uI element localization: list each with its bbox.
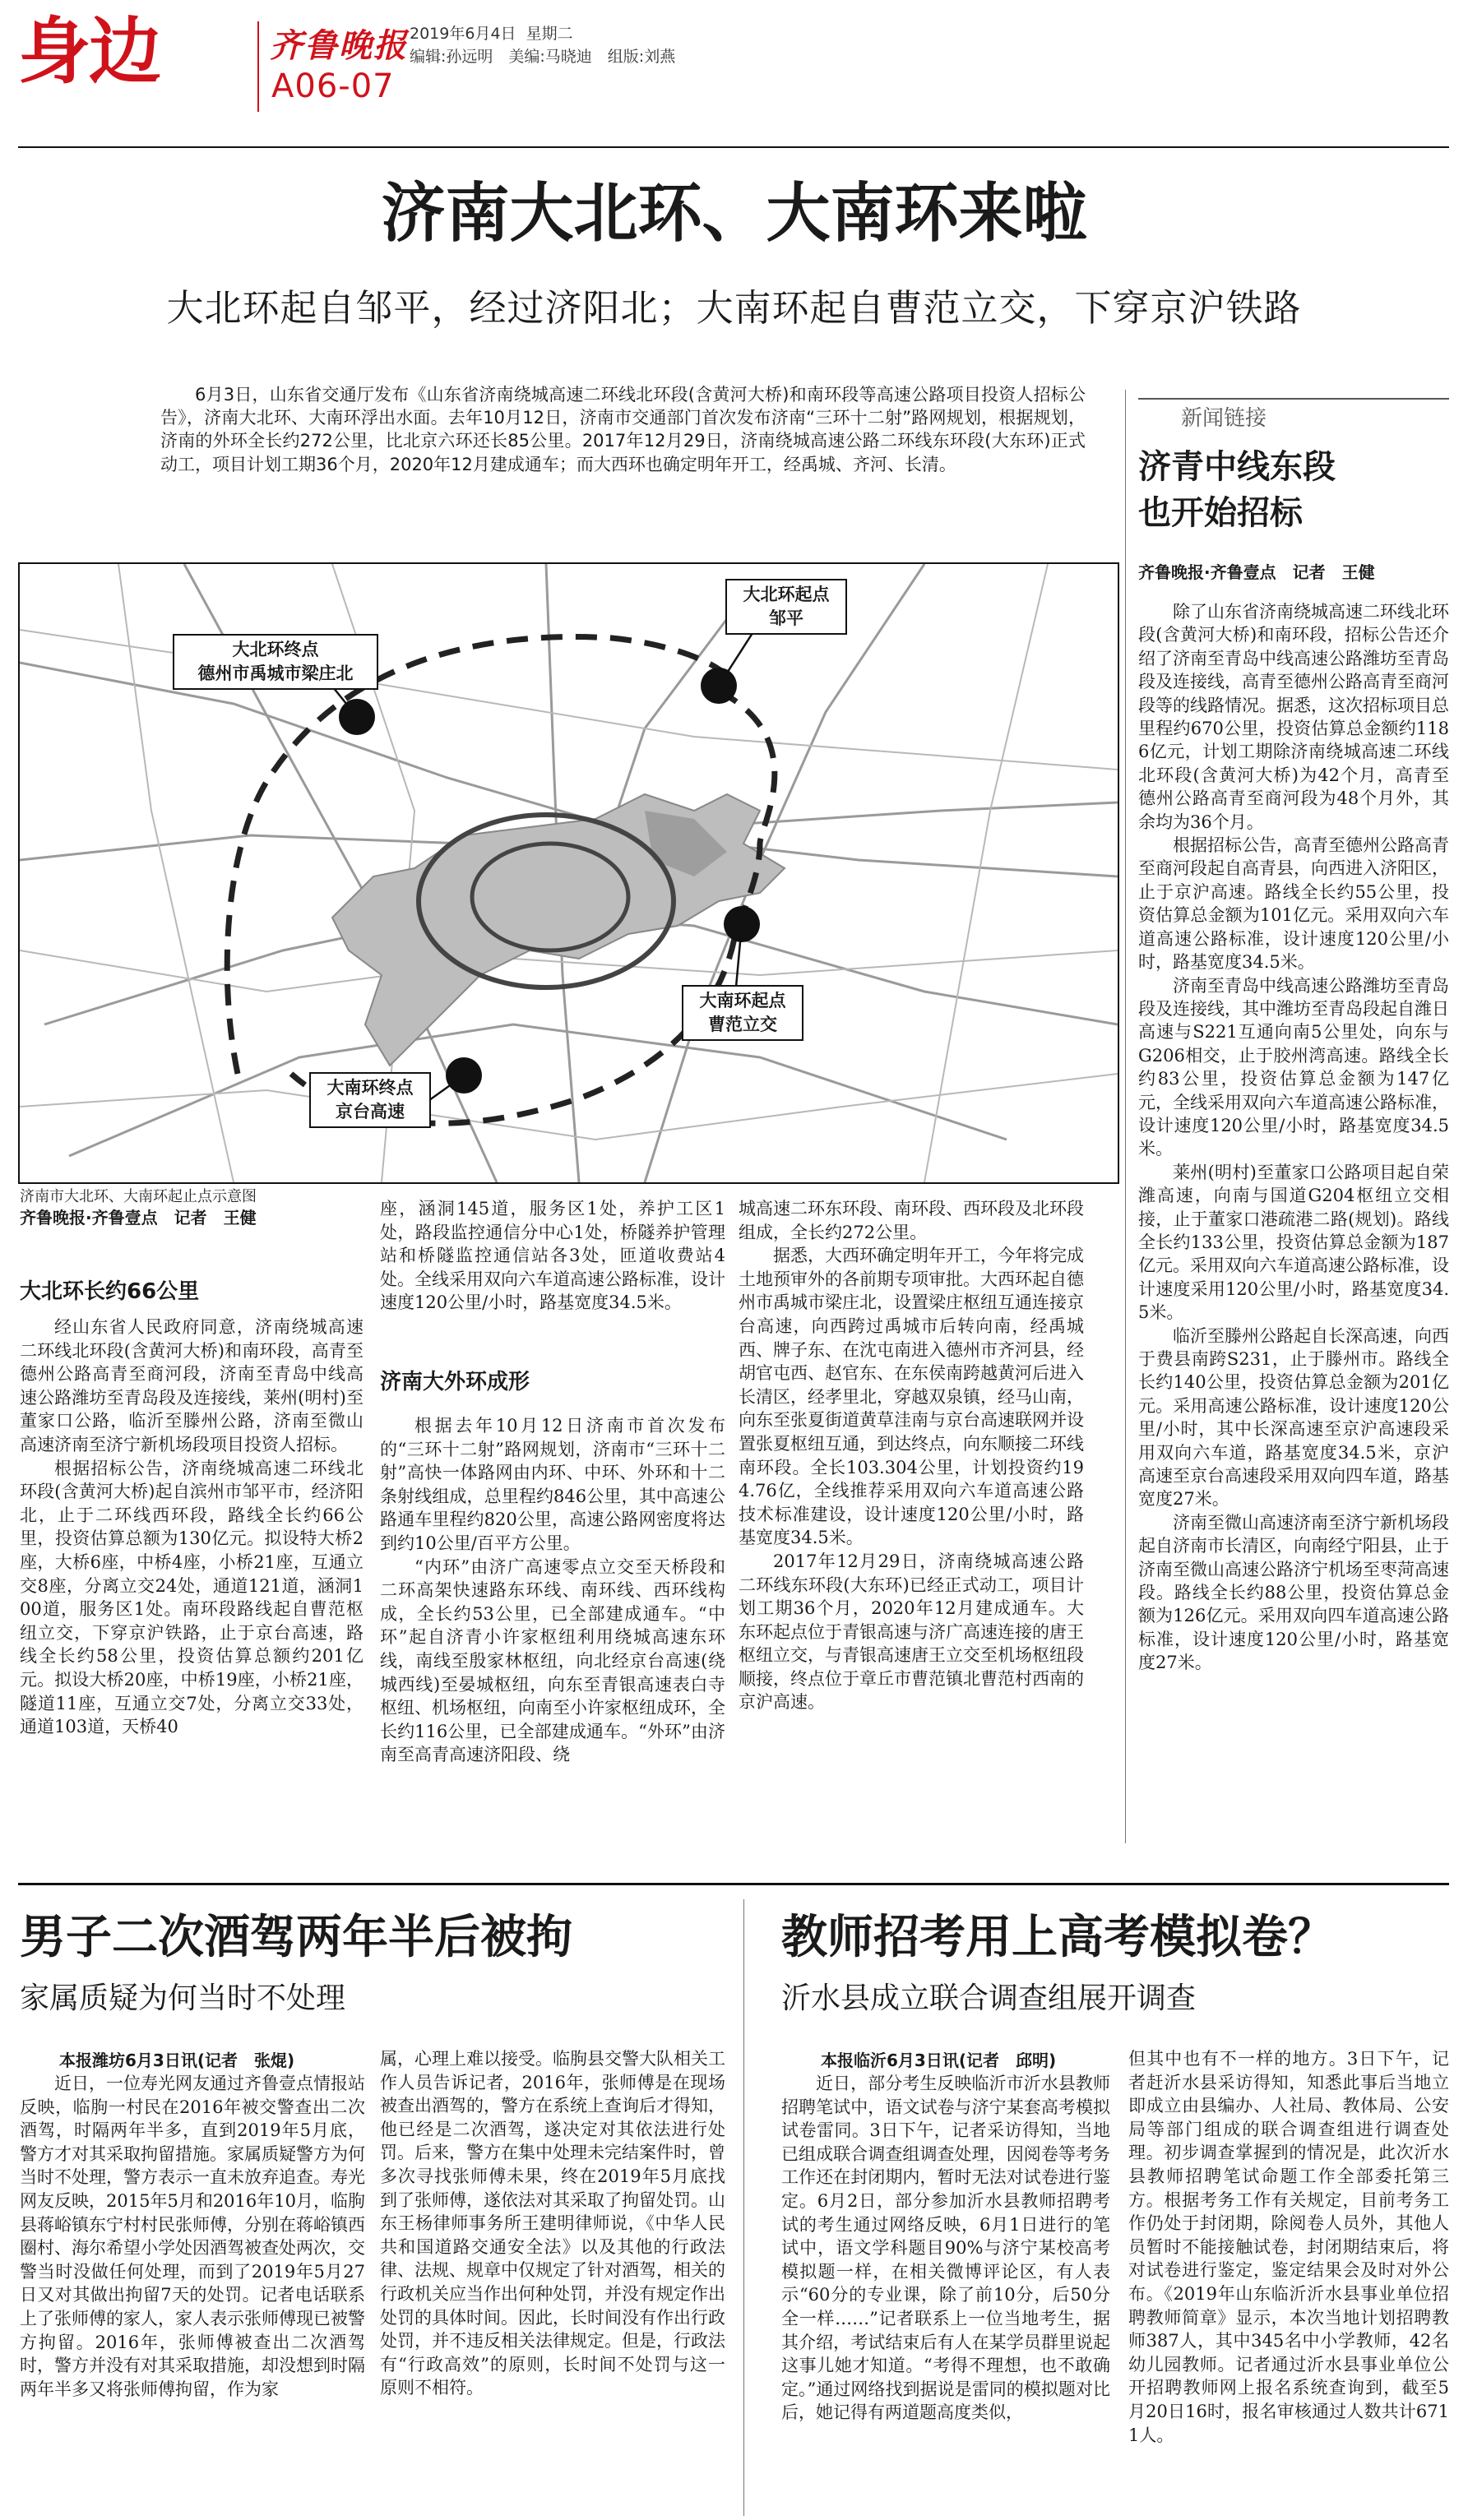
sidebar-headline <box>1138 444 1336 536</box>
story3-dateline: 本报临沂6月3日讯(记者 邱明) <box>821 2051 1057 2070</box>
story2-col2: 属，心理上难以接受。临朐县交警大队相关工作人员告诉记者，2016年，张师傅是在现场被查出酒驾的，警方在系统上查询后才得知，他已经是二次酒驾，遂决定对其依法进行处罚。后来，警方在集中处理未完结案件时，曾多次寻找张师傅未果，终在2019年5月底找到了张师傅，遂依法对其采取了拘留处罚。山东王杨律师事务所王建明律师说，《中华人民共和国道路交通安全法》以及其他的行政法律、法规、规章中仅规定了针对酒驾，相关的行政机关应当作出何种处罚，并没有规定作出处罚的具体时间。因此，长时间没有作出行政处罚，并不违反相关法律规定。但是，行政法有“行政高效”的原则，长时间不处罚与这一原则不相符。 <box>380 2049 725 2398</box>
label-north-end-line2: 德州市禹城市梁庄北 <box>197 664 354 683</box>
header-date <box>410 21 573 44</box>
subhead-outer-ring: 济南大外环成形 <box>380 1370 530 1394</box>
story2-dateline: 本报潍坊6月3日讯(记者 张焜) <box>59 2051 295 2070</box>
label-north-end-line1: 大北环终点 <box>232 640 319 659</box>
label-south-start-line1: 大南环起点 <box>699 991 786 1010</box>
page-code: A06-07 <box>271 67 395 105</box>
main-col3-para2: 据悉，大西环确定明年开工，今年将完成土地预审外的各前期专项审批。大西环起自德州市禹城市梁庄北，设置梁庄枢纽互通连接京台高速，向西跨过禹城市后转向南，经禹城西、牌子东、在沈屯南进入德州市齐河县，经胡官屯西、赵官东、在东侯南跨越黄河后进入长清区，经孝里北，穿越双泉镇，经马山南，向东至张夏街道黄草洼南与京台高速联网并设置张夏枢纽互通，到达终点，向东顺接二环线南环段。全长103.304公里，计划投资约194.76亿，全线推荐采用双向六车道高速公路技术标准建设，设计速度120公里/小时，路基宽度34.5米。 <box>739 1246 1084 1548</box>
label-north-start-line2: 邹平 <box>769 608 803 628</box>
main-col2-para2: 根据去年10月12日济南市首次发布的“三环十二射”路网规划，济南市“三环十二射”高快一体路网由内环、中环、外环和十二条射线组成，总里程约846公里，其中高速公路通车里程约820公里，高速公路网密度将达到约10公里/百平方公里。 <box>380 1416 725 1553</box>
main-col-2b <box>380 1414 725 1842</box>
label-south-start <box>682 985 803 1041</box>
main-col2-para3: “内环”由济广高速零点立交至天桥段和二环高架快速路东环线、南环线、西环线构成，全长约53公里，已全部建成通车。“中环”起自济青小许家枢纽利用绕城高速东环线，南线至殷家林枢纽，向北经京台高速(绕城西线)至晏城枢纽，向东至青银高速表白寺枢纽、机场枢纽，向南至小许家枢纽成环，全长约116公里，已全部建成通车。“外环”由济南至高青高速济阳段、绕 <box>380 1556 725 1765</box>
sidebar-para4: 莱州(明村)至董家口公路项目起自荣潍高速，向南与国道G204枢纽立交相接，止于董家口港疏港二路(规划)。路线全长约133公里，投资估算总金额为187亿元。采用双向六车道高速公路标准，设计速度采用120公里/小时，路基宽度34.5米。 <box>1138 1162 1449 1323</box>
main-col-1 <box>20 1315 364 1833</box>
sidebar-para6: 济南至微山高速济南至济宁新机场段起自济南市长清区，向南经宁阳县，止于济南至微山高速公路济宁机场至枣菏高速段。路线全长约88公里，投资估算总金额为126亿元。采用双向四车道高速公路标准，设计速度120公里/小时，路基宽度27米。 <box>1138 1512 1449 1673</box>
bottom-center-divider <box>743 1899 744 2516</box>
main-col2-para1: 座，涵洞145道，服务区1处，养护工区1处，路段监控通信分中心1处，桥隧养护管理站和桥隧监控通信站各3处，匝道收费站4处。全线采用双向六车道高速公路标准，设计速度120公里/小时，路基宽度34.5米。 <box>380 1199 725 1313</box>
story2-col1: 近日，一位寿光网友通过齐鲁壹点情报站反映，临朐一村民在2016年被交警查出二次酒驾，时隔两年半多，直到2019年5月底，警方才对其采取拘留措施。家属质疑警方为何当时不处理，警方表示一直未放弃追查。寿光网友反映，2015年5月和2016年10月，临朐县蒋峪镇东宁村村民张师傅，分别在蒋峪镇西圈村、海尔希望小学处因酒驾被查处两次，交警当时没做任何处理，而到了2019年5月27日又对其做出拘留7天的处罚。记者电话联系上了张师傅的家人，家人表示张师傅现已被警方拘留。2016年，张师傅被查出二次酒驾时，警方并没有对其采取措施，却没想到时隔两年半多又将张师傅拘留，作为家 <box>20 2074 365 2399</box>
header-rule <box>18 146 1449 148</box>
header-divider <box>257 21 259 112</box>
map-caption: 济南市大北环、大南环起止点示意图 <box>20 1188 257 1205</box>
sidebar-byline: 齐鲁晚报·齐鲁壹点 记者 王健 <box>1138 562 1375 582</box>
main-col3-para3: 2017年12月29日，济南绕城高速公路二环线东环段(大东环)已经正式动工，项目计划工期36个月，2020年12月建成通车。大东环起点位于青银高速与济广高速连接的唐王枢纽立交，与青银高速唐王立交至机场枢纽段顺接，终点位于章丘市曹范镇北曹范村西南的京沪高速。 <box>739 1551 1084 1713</box>
story3-headline: 教师招考用上高考模拟卷？ <box>781 1911 1334 1964</box>
header-credits: 编辑:孙远明 美编:马晓迪 组版:刘燕 <box>410 48 676 66</box>
label-north-start-line1: 大北环起点 <box>743 585 830 604</box>
weekday-text: 星期二 <box>526 25 573 43</box>
sidebar-divider <box>1125 390 1126 1843</box>
main-byline: 齐鲁晚报·齐鲁壹点 记者 王健 <box>20 1208 257 1228</box>
route-map <box>18 562 1119 1184</box>
bottom-rule <box>18 1883 1449 1885</box>
sidebar-para5: 临沂至滕州公路起自长深高速，向西于费县南跨S231，止于滕州市。路线全长约140公里，投资估算总金额为201亿元。采用高速公路标准，设计速度120公里/小时，其中长深高速至京沪高速段采用双向六车道，路基宽度34.5米，京沪高速至京台高速段采用双向四车道，路基宽度27米。 <box>1138 1325 1449 1510</box>
story2-headline: 男子二次酒驾两年半后被拘 <box>20 1911 572 1964</box>
label-north-start <box>725 579 847 635</box>
main-col-2 <box>380 1197 725 1349</box>
sidebar-para2: 根据招标公告，高青至德州公路高青至商河段起自高青县，向西进入济阳区，止于京沪高速。路线全长约55公里，投资估算总金额为101亿元。采用双向六车道高速公路标准，设计速度120公里/小时，路基宽度34.5米。 <box>1138 835 1449 973</box>
main-col1-para1: 经山东省人民政府同意，济南绕城高速二环线北环段(含黄河大桥)和南环段，高青至德州公路高青至商河段，济南至青岛中线高速公路潍坊至青岛段及连接线，莱州(明村)至董家口公路，临沂至滕州公路，济南至微山高速济南至济宁新机场段项目投资人招标。 <box>20 1317 364 1454</box>
sidebar-tag: 新闻链接 <box>1181 406 1267 431</box>
story3-subheadline: 沂水县成立联合调查组展开调查 <box>781 1981 1197 2015</box>
sidebar-body <box>1138 600 1449 1833</box>
main-subheadline: 大北环起自邹平，经过济阳北；大南环起自曹范立交，下穿京沪铁路 <box>166 286 1302 330</box>
subhead-north-ring: 大北环长约66公里 <box>20 1279 200 1304</box>
label-south-end-line2: 京台高速 <box>336 1102 405 1121</box>
label-south-end <box>309 1072 431 1128</box>
sidebar-para1: 除了山东省济南绕城高速二环线北环段(含黄河大桥)和南环段，招标公告还介绍了济南至青岛中线高速公路潍坊至青岛段及连接线，高青至德州公路高青至商河段等的线路情况。据悉，这次招标项目总里程约670公里，投资估算总金额约1186亿元，计划工期除济南绕城高速二环线北环段(含黄河大桥)为42个月，高青至德州公路高青至商河段为48个月外，其余均为36个月。 <box>1138 602 1449 832</box>
main-headline: 济南大北环、大南环来啦 <box>381 177 1087 251</box>
sidebar-headline-line2: 也开始招标 <box>1138 494 1303 532</box>
sidebar-tag-box <box>1138 398 1449 432</box>
story2-subheadline: 家属质疑为何当时不处理 <box>20 1981 346 2015</box>
main-col1-para2: 根据招标公告，济南绕城高速二环线北环段(含黄河大桥)起自滨州市邹平市，经济阳北，止于二环线西环段，路线全长约66公里，投资估算总额为130亿元。拟设特大桥2座，大桥6座，中桥4座，小桥21座，互通立交8座，分离立交24处，通道121道，涵洞100道，服务区1处。南环段路线起自曹范枢纽立交，下穿京沪铁路，止于京台高速，路线全长约58公里，投资估算总额约201亿元。拟设大桥20座，中桥19座，小桥21座，隧道11座，互通立交7处，分离立交33处，通道103道，天桥40 <box>20 1458 364 1737</box>
main-col3-para1: 城高速二环东环段、南环段、西环段及北环段组成，全长约272公里。 <box>739 1199 1084 1242</box>
paper-logo: 齐鲁晚报 <box>270 26 408 65</box>
lead-paragraph: 6月3日，山东省交通厅发布《山东省济南绕城高速二环线北环段(含黄河大桥)和南环段等高速公路项目投资人招标公告》，济南大北环、大南环浮出水面。去年10月12日，济南市交通部门首次发布济南“三环十二射”路网规划，根据规划，济南的外环全长约272公里，比北京六环还长85公里。2017年12月29日，济南绕城高速公路二环线东环段(大东环)正式动工，项目计划工期36个月，2020年12月建成通车；而大西环也确定明年开工，经禹城、齐河、长清。 <box>160 385 1086 474</box>
date-text: 2019年6月4日 <box>410 25 516 43</box>
story3-col2: 但其中也有不一样的地方。3日下午，记者赶沂水县采访得知，知悉此事后当地立即成立由县编办、人社局、教体局、公安局等部门组成的联合调查组进行调查处理。初步调查掌握到的情况是，此次沂水县教师招聘笔试命题工作全部委托第三方。根据考务工作有关规定，目前考务工作仍处于封闭期，除阅卷人员外，其他人员暂时不能接触试卷，封闭期结束后，将对试卷进行鉴定，鉴定结果会及时对外公布。《2019年山东临沂沂水县事业单位招聘教师简章》显示，本次当地计划招聘教师387人，其中345名中小学教师，42名幼儿园教师。记者通过沂水县事业单位公开招聘教师网上报名系统查询到，截至5月20日16时，报名审核通过人数共计6711人。 <box>1128 2049 1449 2445</box>
label-north-end <box>173 634 378 690</box>
sidebar-para3: 济南至青岛中线高速公路潍坊至青岛段及连接线，其中潍坊至青岛段起自潍日高速与S221互通向南5公里处，向东与G206相交，止于胶州湾高速。路线全长约83公里，投资估算总金额为147亿元，全线采用双向六车道高速公路标准，设计速度120公里/小时，路基宽度34.5米。 <box>1138 975 1449 1159</box>
label-south-end-line1: 大南环终点 <box>326 1078 414 1098</box>
story3-col1: 近日，部分考生反映临沂市沂水县教师招聘笔试中，语文试卷与济宁某套高考模拟试卷雷同。3日下午，记者采访得知，当地已组成联合调查组调查处理，因阅卷等考务工作还在封闭期内，暂时无法对试卷进行鉴定。6月2日，部分参加沂水县教师招聘考试的考生通过网络反映，6月1日进行的笔试中，语文学科题目90%与济宁某校高考模拟题一样，在相关微博评论区，有人表示“60分的专业课，除了前10分，后50分全一样……”记者联系上一位当地考生，据其介绍，考试结束后有人在某学员群里说起这事儿她才知道。“考得不理想，也不敢确定。”通过网络找到据说是雷同的模拟题对比后，她记得有两道题高度类似， <box>781 2074 1110 2423</box>
label-south-start-line2: 曹范立交 <box>708 1015 777 1034</box>
section-title: 身边 <box>18 9 160 94</box>
main-col-3 <box>739 1197 1084 1838</box>
sidebar-headline-line1: 济青中线东段 <box>1138 448 1336 486</box>
